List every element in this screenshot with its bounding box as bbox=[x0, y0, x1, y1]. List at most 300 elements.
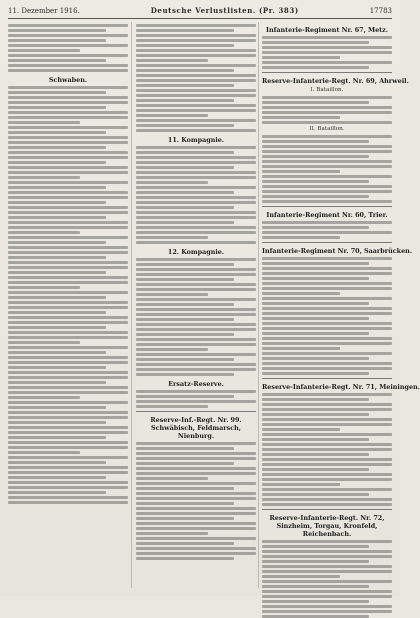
text-line bbox=[136, 24, 256, 27]
text-line bbox=[8, 136, 128, 139]
subheading: I. Bataillon. bbox=[310, 87, 344, 93]
text-line bbox=[8, 496, 128, 499]
text-line bbox=[262, 56, 340, 59]
text-line bbox=[136, 333, 234, 336]
text-line bbox=[8, 186, 106, 189]
text-line bbox=[8, 161, 106, 164]
text-line bbox=[136, 308, 256, 311]
text-line bbox=[262, 145, 392, 148]
text-line bbox=[262, 438, 369, 441]
text-line bbox=[262, 503, 392, 506]
text-line bbox=[136, 231, 256, 234]
text-line bbox=[136, 442, 256, 445]
text-line bbox=[8, 346, 128, 349]
text-line bbox=[8, 421, 106, 424]
text-line bbox=[136, 221, 234, 224]
text-line bbox=[262, 327, 392, 330]
text-line bbox=[136, 358, 234, 361]
text-line bbox=[8, 316, 128, 319]
text-line bbox=[8, 251, 128, 254]
section-heading: 12. Kompagnie. bbox=[167, 248, 225, 256]
text-line bbox=[136, 49, 256, 52]
text-line bbox=[8, 64, 128, 67]
text-line bbox=[8, 106, 106, 109]
text-line bbox=[136, 69, 234, 72]
text-line bbox=[136, 512, 256, 515]
text-line bbox=[262, 590, 392, 593]
text-line bbox=[136, 542, 234, 545]
text-line bbox=[136, 114, 208, 117]
text-line bbox=[262, 403, 392, 406]
text-line bbox=[136, 552, 256, 555]
text-line bbox=[136, 236, 208, 239]
text-line bbox=[136, 405, 208, 408]
text-line bbox=[8, 121, 80, 124]
text-line bbox=[262, 565, 392, 568]
text-line bbox=[8, 201, 106, 204]
text-line bbox=[262, 595, 392, 598]
text-line bbox=[136, 502, 234, 505]
text-line bbox=[8, 206, 128, 209]
text-line bbox=[8, 431, 128, 434]
text-line bbox=[8, 141, 128, 144]
text-line bbox=[136, 328, 256, 331]
text-line bbox=[262, 302, 369, 305]
text-line bbox=[8, 471, 128, 474]
text-line bbox=[136, 201, 256, 204]
text-line bbox=[8, 451, 80, 454]
text-line bbox=[136, 303, 234, 306]
text-line bbox=[8, 116, 128, 119]
text-line bbox=[262, 372, 369, 375]
text-line bbox=[262, 185, 392, 188]
text-line bbox=[8, 54, 128, 57]
text-line bbox=[136, 226, 256, 229]
text-line bbox=[8, 271, 106, 274]
text-line bbox=[8, 91, 106, 94]
text-line bbox=[8, 156, 128, 159]
text-line bbox=[8, 386, 128, 389]
section-heading: Reserve-Inf.-Regt. Nr. 99. Schwäbisch, Feldmarsch, Nienburg. bbox=[150, 416, 242, 440]
publication-title: Deutsche Verlustlisten. (Pr. 383) bbox=[150, 6, 299, 15]
text-line bbox=[262, 423, 392, 426]
text-line bbox=[262, 560, 369, 563]
text-line bbox=[8, 256, 106, 259]
text-line bbox=[136, 313, 256, 316]
section-heading: Reserve-Infanterie-Regt. Nr. 71, Meiningen. bbox=[262, 383, 420, 391]
text-line bbox=[136, 89, 256, 92]
text-line bbox=[136, 472, 256, 475]
text-line bbox=[8, 241, 106, 244]
text-line bbox=[8, 101, 128, 104]
text-line bbox=[262, 575, 340, 578]
text-line bbox=[136, 522, 256, 525]
text-line bbox=[262, 585, 369, 588]
text-line bbox=[262, 170, 340, 173]
text-line bbox=[262, 413, 369, 416]
text-line bbox=[136, 44, 234, 47]
text-line bbox=[136, 298, 256, 301]
text-line bbox=[262, 236, 340, 239]
text-line bbox=[8, 486, 128, 489]
text-line bbox=[8, 96, 128, 99]
text-line bbox=[262, 408, 392, 411]
text-line bbox=[8, 326, 106, 329]
text-line bbox=[262, 540, 392, 543]
text-line bbox=[136, 447, 234, 450]
text-line bbox=[136, 263, 234, 266]
text-line bbox=[262, 175, 392, 178]
text-line bbox=[136, 64, 256, 67]
text-line bbox=[262, 200, 392, 203]
text-line bbox=[136, 176, 256, 179]
text-line bbox=[136, 84, 234, 87]
text-line bbox=[8, 481, 128, 484]
text-line bbox=[262, 605, 392, 608]
text-line bbox=[8, 341, 80, 344]
text-line bbox=[136, 517, 234, 520]
text-line bbox=[136, 338, 256, 341]
text-line bbox=[262, 342, 392, 345]
text-line bbox=[8, 151, 128, 154]
text-line bbox=[8, 49, 80, 52]
text-line bbox=[262, 610, 392, 613]
text-line bbox=[8, 456, 128, 459]
text-line bbox=[136, 186, 256, 189]
text-line bbox=[136, 216, 256, 219]
text-line bbox=[8, 196, 128, 199]
text-line bbox=[136, 99, 234, 102]
text-line bbox=[136, 34, 256, 37]
text-line bbox=[136, 507, 256, 510]
text-line bbox=[8, 276, 128, 279]
text-line bbox=[8, 236, 128, 239]
text-line bbox=[262, 195, 369, 198]
text-line bbox=[136, 293, 208, 296]
text-line bbox=[136, 268, 256, 271]
text-line bbox=[136, 166, 234, 169]
text-line bbox=[8, 246, 128, 249]
section-divider bbox=[262, 206, 392, 207]
text-line bbox=[136, 206, 234, 209]
text-line bbox=[8, 69, 128, 72]
text-line bbox=[136, 452, 256, 455]
text-line bbox=[262, 51, 392, 54]
text-line bbox=[8, 34, 128, 37]
page-number: 17783 bbox=[369, 7, 392, 15]
text-line bbox=[136, 477, 208, 480]
text-line bbox=[136, 390, 256, 393]
text-line bbox=[262, 463, 392, 466]
text-line bbox=[8, 356, 128, 359]
text-line bbox=[8, 286, 80, 289]
text-line bbox=[262, 121, 392, 124]
text-line bbox=[262, 116, 340, 119]
text-line bbox=[8, 226, 128, 229]
text-line bbox=[8, 411, 128, 414]
text-line bbox=[136, 482, 256, 485]
text-line bbox=[262, 66, 369, 69]
text-line bbox=[8, 291, 128, 294]
text-line bbox=[8, 221, 128, 224]
section-heading: Reserve-Infanterie-Regt. Nr. 69, Ahrweil. bbox=[262, 77, 409, 85]
text-line bbox=[136, 241, 256, 244]
text-line bbox=[8, 86, 128, 89]
text-line bbox=[136, 283, 256, 286]
text-line bbox=[136, 171, 256, 174]
text-line bbox=[136, 196, 256, 199]
text-line bbox=[262, 61, 392, 64]
text-line bbox=[262, 352, 392, 355]
text-line bbox=[8, 396, 80, 399]
text-line bbox=[8, 391, 128, 394]
text-line bbox=[136, 288, 256, 291]
text-line bbox=[8, 39, 106, 42]
text-line bbox=[136, 318, 234, 321]
column-divider bbox=[258, 22, 259, 588]
issue-date: 11. Dezember 1916. bbox=[8, 7, 80, 15]
text-line bbox=[8, 461, 106, 464]
text-line bbox=[262, 106, 392, 109]
text-line bbox=[136, 497, 256, 500]
text-line bbox=[8, 301, 128, 304]
text-line bbox=[8, 366, 106, 369]
text-line bbox=[8, 281, 128, 284]
text-line bbox=[136, 527, 256, 530]
text-line bbox=[8, 491, 106, 494]
text-line bbox=[262, 96, 392, 99]
text-line bbox=[262, 478, 392, 481]
text-line bbox=[136, 467, 256, 470]
text-line bbox=[262, 418, 392, 421]
text-line bbox=[8, 446, 128, 449]
text-line bbox=[136, 211, 256, 214]
text-line bbox=[8, 146, 106, 149]
section-heading: Ersatz-Reserve. bbox=[168, 380, 224, 388]
text-line bbox=[8, 181, 128, 184]
text-line bbox=[262, 150, 392, 153]
text-line bbox=[262, 41, 369, 44]
text-line bbox=[262, 332, 369, 335]
text-line bbox=[262, 347, 340, 350]
text-line bbox=[136, 273, 256, 276]
text-line bbox=[262, 190, 392, 193]
text-line bbox=[8, 171, 128, 174]
text-line bbox=[136, 39, 256, 42]
text-line bbox=[262, 297, 392, 300]
text-line bbox=[8, 266, 128, 269]
text-line bbox=[262, 473, 392, 476]
text-line bbox=[8, 426, 128, 429]
text-line bbox=[136, 368, 256, 371]
text-line bbox=[262, 287, 392, 290]
text-line bbox=[8, 331, 128, 334]
text-line bbox=[8, 476, 106, 479]
text-line bbox=[262, 257, 392, 260]
text-line bbox=[262, 483, 340, 486]
text-line bbox=[262, 231, 392, 234]
text-line bbox=[136, 151, 234, 154]
column-divider bbox=[131, 22, 132, 588]
text-line bbox=[8, 216, 106, 219]
text-line bbox=[8, 401, 128, 404]
text-line bbox=[8, 29, 106, 32]
text-line bbox=[262, 493, 369, 496]
section-heading: Infanterie-Regiment Nr. 67, Metz. bbox=[266, 26, 388, 34]
text-line bbox=[8, 231, 80, 234]
text-line bbox=[136, 373, 234, 376]
text-line bbox=[136, 104, 256, 107]
text-line bbox=[136, 124, 234, 127]
text-line bbox=[136, 74, 256, 77]
text-line bbox=[262, 46, 392, 49]
text-line bbox=[8, 211, 128, 214]
text-line bbox=[136, 181, 208, 184]
text-line bbox=[262, 398, 369, 401]
column-1 bbox=[8, 22, 128, 588]
text-line bbox=[136, 457, 256, 460]
section-divider bbox=[262, 72, 392, 73]
text-line bbox=[136, 79, 256, 82]
text-line bbox=[8, 306, 128, 309]
text-line bbox=[8, 126, 128, 129]
text-line bbox=[262, 545, 369, 548]
section-heading: 11. Kompagnie. bbox=[167, 136, 225, 144]
text-line bbox=[8, 191, 128, 194]
text-line bbox=[8, 111, 128, 114]
column-3 bbox=[262, 22, 420, 588]
text-line bbox=[262, 468, 369, 471]
text-line bbox=[262, 448, 392, 451]
text-line bbox=[262, 277, 369, 280]
text-line bbox=[136, 129, 256, 132]
text-line bbox=[136, 59, 208, 62]
text-line bbox=[136, 400, 256, 403]
text-line bbox=[8, 261, 128, 264]
text-line bbox=[8, 501, 128, 504]
text-line bbox=[8, 371, 128, 374]
text-line bbox=[262, 101, 369, 104]
section-divider bbox=[262, 242, 392, 243]
text-line bbox=[262, 282, 392, 285]
text-line bbox=[262, 180, 369, 183]
text-line bbox=[262, 555, 392, 558]
text-line bbox=[136, 323, 256, 326]
text-line bbox=[136, 258, 256, 261]
text-line bbox=[136, 146, 256, 149]
section-divider bbox=[136, 411, 256, 412]
text-line bbox=[136, 395, 234, 398]
text-line bbox=[262, 600, 369, 603]
section-heading: Reserve-Infanterie-Regt. Nr. 72, Sinzheim, Torgau, Kronfeld, Reichenbach. bbox=[269, 514, 385, 538]
text-line bbox=[8, 44, 128, 47]
text-line bbox=[8, 416, 128, 419]
text-line bbox=[136, 537, 256, 540]
text-line bbox=[262, 367, 392, 370]
text-line bbox=[136, 343, 256, 346]
text-line bbox=[262, 307, 392, 310]
text-line bbox=[262, 458, 392, 461]
text-line bbox=[8, 311, 106, 314]
text-line bbox=[8, 436, 106, 439]
text-line bbox=[136, 54, 256, 57]
section-heading: Infanterie-Regiment Nr. 60, Trier. bbox=[266, 211, 388, 219]
text-line bbox=[262, 433, 392, 436]
text-line bbox=[136, 278, 234, 281]
text-line bbox=[136, 29, 234, 32]
text-line bbox=[262, 272, 392, 275]
text-line bbox=[136, 492, 256, 495]
text-line bbox=[136, 156, 256, 159]
text-line bbox=[136, 119, 256, 122]
text-line bbox=[8, 361, 128, 364]
section-heading: Schwaben. bbox=[48, 76, 88, 84]
text-line bbox=[262, 36, 392, 39]
subheading: II. Bataillon. bbox=[309, 126, 345, 132]
page-header bbox=[8, 5, 392, 17]
text-line bbox=[136, 353, 256, 356]
header-rule bbox=[8, 18, 392, 19]
text-line bbox=[8, 176, 80, 179]
text-line bbox=[262, 580, 392, 583]
column-2 bbox=[136, 22, 256, 588]
text-line bbox=[262, 443, 392, 446]
text-line bbox=[8, 376, 128, 379]
text-line bbox=[8, 466, 128, 469]
text-line bbox=[262, 226, 369, 229]
text-line bbox=[262, 165, 392, 168]
text-line bbox=[136, 487, 234, 490]
text-line bbox=[8, 131, 106, 134]
text-line bbox=[8, 381, 106, 384]
text-line bbox=[136, 462, 234, 465]
text-line bbox=[262, 135, 392, 138]
section-heading: Infanterie-Regiment Nr. 70, Saarbrücken. bbox=[262, 247, 413, 255]
text-line bbox=[8, 406, 106, 409]
section-divider bbox=[262, 509, 392, 510]
text-line bbox=[8, 24, 128, 27]
text-line bbox=[262, 570, 392, 573]
text-line bbox=[262, 160, 392, 163]
text-line bbox=[8, 441, 128, 444]
text-line bbox=[8, 296, 106, 299]
text-line bbox=[8, 166, 128, 169]
section-divider bbox=[262, 378, 392, 379]
text-line bbox=[262, 393, 392, 396]
text-line bbox=[136, 94, 256, 97]
text-line bbox=[8, 321, 128, 324]
text-line bbox=[262, 312, 392, 315]
text-line bbox=[262, 322, 392, 325]
text-line bbox=[136, 191, 234, 194]
text-line bbox=[136, 547, 256, 550]
text-line bbox=[262, 267, 392, 270]
text-line bbox=[262, 317, 369, 320]
text-line bbox=[136, 557, 234, 560]
text-line bbox=[262, 337, 392, 340]
text-line bbox=[262, 140, 369, 143]
text-line bbox=[136, 532, 208, 535]
text-line bbox=[136, 109, 256, 112]
text-line bbox=[136, 348, 208, 351]
text-line bbox=[262, 453, 369, 456]
text-line bbox=[8, 336, 128, 339]
text-line bbox=[262, 428, 340, 431]
text-line bbox=[262, 155, 369, 158]
text-line bbox=[262, 498, 392, 501]
text-line bbox=[262, 262, 369, 265]
text-line bbox=[262, 550, 392, 553]
